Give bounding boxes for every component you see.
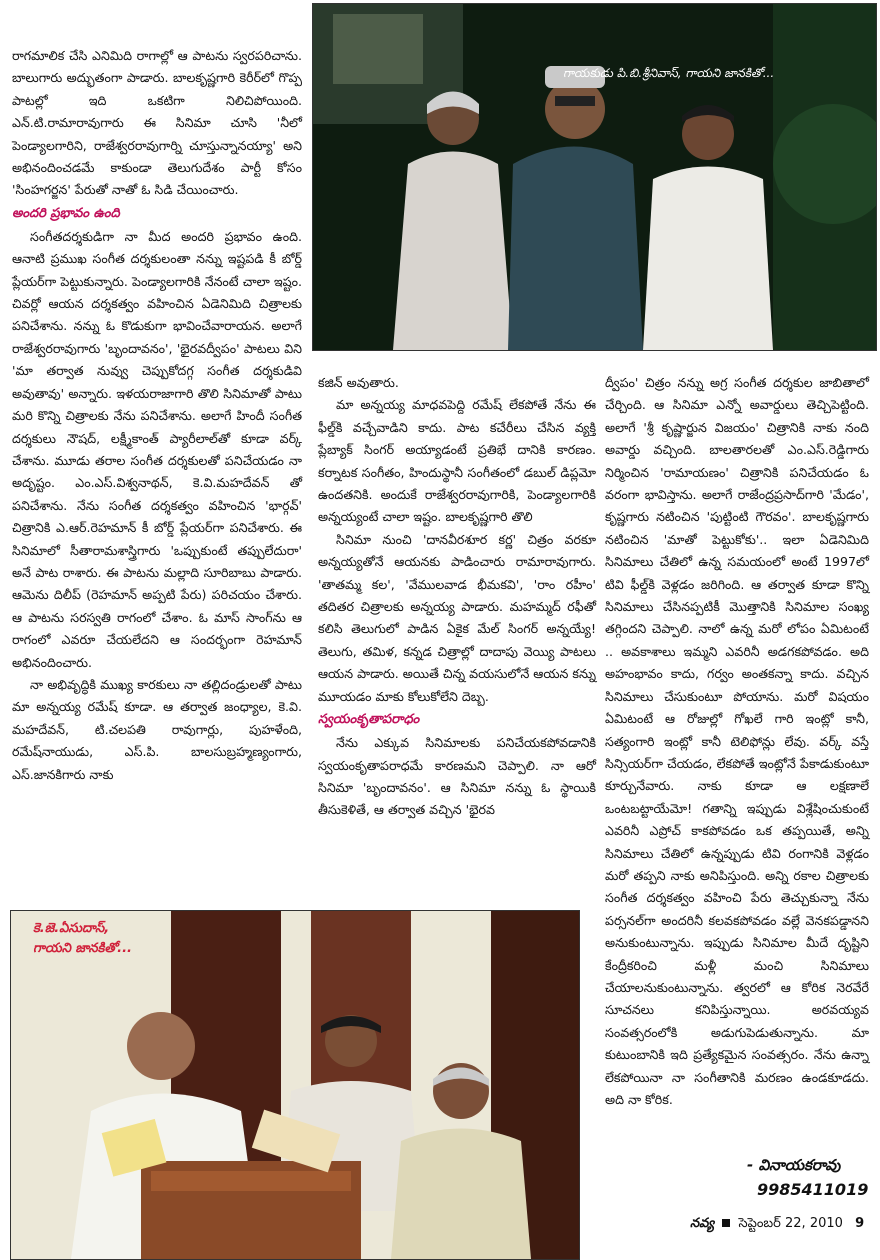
paragraph: ద్వీపం' చిత్రం నన్ను అగ్ర సంగీత దర్శకుల జాబితాలో చేర్చింది. ఆ సినిమా ఎన్నో అవార్డులు తెచ్చిపెట్టింది. అలాగే 'శ్రీ కృష్ణార్జున విజయం' చిత్రానికి నాకు నంది అవార్డు వచ్చింది. బాలతారలతో ఎం.ఎస్.రెడ్డిగారు నిర్మించిన 'రామాయణం' చిత్రానికి పనిచేయడం ఓ వరంగా భావిస్తాను. అలాగే రాజేంద్రప్రసాద్‌గారి 'మేడం', కృష్ణగారు నటించిన 'పుట్టింటి గౌరవం'. బాలకృష్ణగారు నటించిన 'మాతో పెట్టుకోకు'.. ఇలా ఏడెనిమిది సినిమాలు చేతిలో ఉన్న సమయంలో అంటే 1997లో టివి ఫీల్డ్‌కి వెళ్లడం జరిగింది. ఆ తర్వాత కూడా కొన్ని సినిమాలు చేసినప్పటికీ మొత్తానికి సినిమాల సంఖ్య తగ్గిందని చెప్పాలి. నాలో ఉన్న మరో లోపం ఏమిటంటే .. అవకాశాలు ఇమ్మని ఎవరినీ అడగకపోవడం. అది అహంభావం కాదు, గర్వం అంతకన్నా కాదు. వచ్చిన సినిమాలు చేసుకుంటూ పోయాను. మరో విషయం ఏమిటంటే ఆ రోజుల్లో గోఖలే గారి ఇంట్లో కానీ, సత్యంగారి ఇంట్లో కానీ టెలిఫోన్లు లేవు. వర్క్ వస్తే సిన్సియర్‌గా చేయడం, లేకపోతే ఇంట్లోనే పేకాడుకుంటూ కూర్చునేవారు. నాకు కూడా ఆ లక్షణాలే ఒంటబట్టాయేమో! గతాన్ని ఇప్పుడు విశ్లేషించుకుంటే ఎవరినీ ఎప్రోచ్ కాకపోవడం ఒక తప్పయితే, అన్ని సినిమాలు చేతిలో ఉన్నప్పుడు టివి రంగానికి వెళ్లడం మరో తప్పని నాకు అనిపిస్తుంది. అన్ని రకాల చిత్రాలకు సంగీత దర్శకత్వం వహించి పేరు తెచ్చుకున్నా నేను పర్సనల్‌గా అందరినీ కలవకపోవడం వల్లే వెనకపడ్డానని అనుకుంటున్నాను. ఇప్పుడు సినిమాల మీదే దృష్టిని కేంద్రీకరించి మళ్లీ మంచి సినిమాలు చేయాలనుకుంటున్నాను. త్వరలో ఆ కోరిక నెరవేరే సూచనలు కనిపిస్తున్నాయి. అరవయ్యవ సంవత్సరంలోకి అడుగుపెడుతున్నాను. మా కుటుంబానికి ఇది ప్రత్యేకమైన సంవత్సరం. నేను ఉన్నా లేకపోయినా నా సంగీతానికి మరణం ఉండకూడదు. అది నా కోరిక.	[605, 375, 869, 1107]
photo-top-singers	[312, 3, 877, 351]
page-footer	[690, 1216, 864, 1234]
footer-square-icon	[722, 1219, 730, 1227]
paragraph: మా అన్నయ్య మాధవపెద్ది రమేష్ లేకపోతే నేను ఈ ఫీల్డ్‌కి వచ్చేవాడిని కాదు. పాట కచేరీలు చేసిన వ్యక్తి ప్లేబ్యాక్ సింగర్ అయ్యాడంటే ప్రతిభే దానికి కారణం. కర్నాటక సంగీతం, హిందుస్థానీ సంగీతంలో డబుల్ డిప్లమో ఉందతనికి. అందుకే రాజేశ్వరరావుగారికి, పెండ్యాలగారికి అన్నయ్యంటే చాలా ఇష్టం. బాలకృష్ణగారి తొలి	[318, 397, 596, 525]
author-signature: - వినాయకరావు	[747, 1156, 841, 1174]
subheading-self-inflicted: స్వయంకృతాపరాధం	[318, 712, 420, 728]
paragraph: రాగమాలిక చేసి ఎనిమిది రాగాల్లో ఆ పాటను స్వరపరిచాను. బాలుగారు అద్భుతంగా పాడారు. బాలకృష్ణగారి కెరీర్‌లో గొప్ప పాటల్లో ఇది ఒకటిగా నిలిచిపోయింది. ఎన్.టి.రామారావుగారు ఈ సినిమా చూసి 'నీలో పెండ్యాలగారిని, రాజేశ్వరరావుగార్ని చూస్తున్నానయ్యా' అని అభినందించడమే కాకుండా తెలుగుదేశం పార్టీ కోసం 'సింహగర్జన' పేరుతో నాతో ఓ సిడి చేయించారు.	[12, 48, 302, 198]
photo-bottom-image	[11, 911, 579, 1259]
photo-bottom-singers	[10, 910, 580, 1260]
column-2	[318, 372, 596, 822]
paragraph: సంగీతదర్శకుడిగా నా మీద అందరి ప్రభావం ఉంది. ఆనాటి ప్రముఖ సంగీత దర్శకులంతా నన్ను ఇష్టపడి కీ బోర్డ్ ప్లేయర్‌గా పెట్టుకున్నారు. పెండ్యాలగారికి నేనంటే చాలా ఇష్టం. చివర్లో ఆయన దర్శకత్వం వహించిన ఏడెనిమిది చిత్రాలకు పనిచేశాను. నన్ను ఓ కొడుకుగా భావించేవారాయన. అలాగే రాజేశ్వరరావుగారు 'బృందావనం', 'భైరవద్వీపం' పాటలు విని 'మా తర్వాత నువ్వు చెప్పుకోదగ్గ సంగీత దర్శకుడివి అవుతావు' అన్నారు. ఇళయరాజాగారి తొలి సినిమాతో పాటు మరి కొన్ని చిత్రాలకు నేను పనిచేశాను. అలాగే హిందీ సంగీత దర్శకులు నౌషద్, లక్ష్మీకాంత్ ప్యారీలాల్‌తో కూడా వర్క్ చేశాను. మూడు తరాల సంగీత దర్శకులతో పనిచేయడం నా అదృష్టం. ఎం.ఎస్.విశ్వనాథన్, కె.వి.మహదేవన్ తో పనిచేశాను. నేను సంగీత దర్శకత్వం వహించిన 'భార్గవ్' చిత్రానికి ఎ.ఆర్.రెహమాన్ కీ బోర్డ్ ప్లేయర్‌గా పనిచేశారు. ఈ సినిమాలో సీతారామశాస్త్రిగారు 'ఒప్పుకుంటే తప్పులేదురా' అనే పాట రాశారు. ఈ పాటను మల్లాది సూరిబాబు పాడారు. ఆమెను దిలీప్ (రెహమాన్ అప్పటి పేరు) పరిచయం చేశారు. ఆ పాటను సరస్వతి రాగంలో చేశాం. ఓ మాస్ సాంగ్‌ను ఆ రాగంలో ఎవరూ చేయలేదని ఆ సందర్భంగా రెహమాన్ అభినందించారు.	[12, 228, 302, 670]
caption-line: గాయని జానకితో...	[33, 941, 132, 956]
subheading-influence: అందరి ప్రభావం ఉంది	[12, 205, 120, 221]
author-phone: 9985411019	[757, 1180, 869, 1199]
paragraph: నేను ఎక్కువ సినిమాలకు పనిచేయకపోవడానికి స్వయంకృతాపరాధమే కారణమని చెప్పాలి. నా ఆరో సినిమా 'బృందావనం'. ఆ సినిమా నన్ను ఓ స్థాయికి తీసుకెళితే, ఆ తర్వాత వచ్చిన 'భైరవ	[318, 735, 596, 818]
paragraph: సినిమా నుంచి 'దానవీరశూర కర్ణ' చిత్రం వరకూ అన్నయ్యతోనే ఆయనకు పాడించారు రామారావుగారు. 'తాతమ్మ కల', 'వేములవాడ భీమకవి', 'రాం రహీం' తదితర చిత్రాలకు అన్నయ్య పాడారు. మహమ్మద్ రఫీతో కలిసి తెలుగులో పాడిన ఏకైక మేల్ సింగర్ అన్నయ్యే! తెలుగు, తమిళ, కన్నడ చిత్రాల్లో దాదాపు వెయ్యి పాటలు ఆయన పాడారు. అయితే చిన్న వయసులోనే ఆయన కన్ను మూయడం మాకు కోలుకోలేని దెబ్బ.	[318, 531, 596, 704]
photo-bottom-caption	[33, 919, 132, 959]
photo-top-caption: గాయకుడు పి.బి.శ్రీనివాస్, గాయని జానకితో...	[563, 66, 775, 80]
magazine-name: నవ్య	[690, 1216, 715, 1231]
column-3	[605, 372, 869, 1111]
photo-top-image	[313, 4, 876, 350]
paragraph: కజిన్ అవుతారు.	[318, 375, 399, 390]
page-number: 9	[855, 1216, 865, 1231]
paragraph: నా అభివృద్ధికి ముఖ్య కారకులు నా తల్లిదండ్రులతో పాటు మా అన్నయ్య రమేష్ కూడా. ఆ తర్వాత జంధ్యాల, కె.వి. మహదేవన్, టి.చలపతి రావుగార్లు, పుహళేంది, రమేష్‌నాయుడు, ఎస్.పి. బాలసుబ్రహ్మణ్యంగారు, ఎస్.జానకిగారు నాకు	[12, 676, 302, 782]
caption-line: కె.జె.ఏసుదాస్,	[33, 921, 110, 936]
column-1	[12, 45, 302, 786]
issue-date: సెప్టెంబర్ 22, 2010	[738, 1216, 843, 1231]
